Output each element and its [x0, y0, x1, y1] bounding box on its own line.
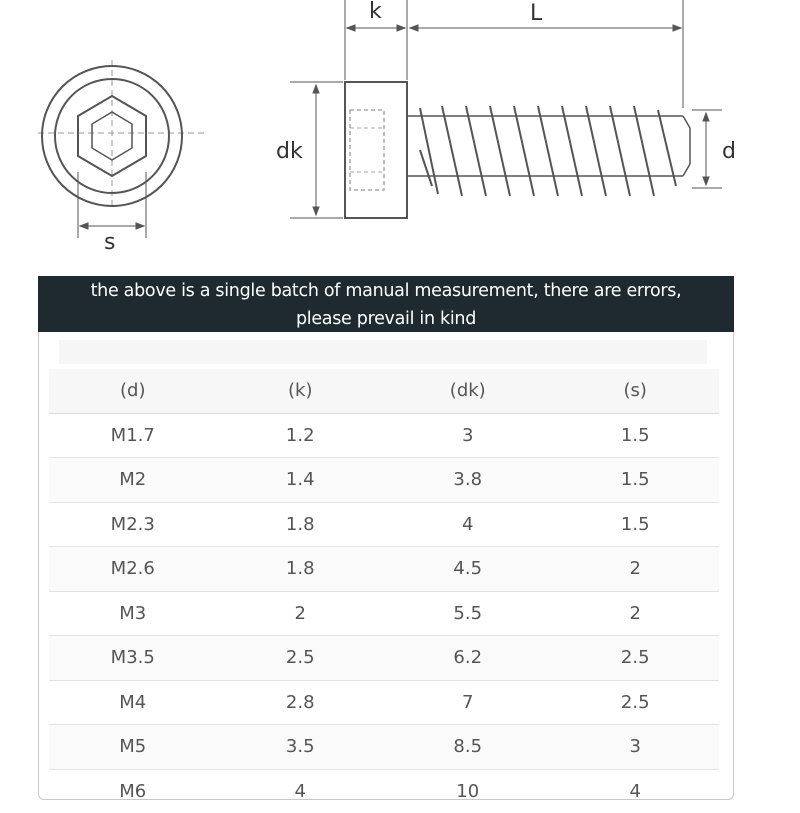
- cell-k: 4: [217, 781, 385, 802]
- label-L: L: [530, 1, 543, 26]
- cell-k: 3.5: [217, 736, 385, 757]
- table-row: [49, 458, 719, 503]
- cell-dk: 6.2: [384, 647, 552, 668]
- cell-k: 2: [217, 603, 385, 624]
- cell-k: 1.8: [217, 558, 385, 579]
- cell-dk: 10: [384, 781, 552, 802]
- banner-line-2: please prevail in kind: [38, 305, 734, 333]
- cell-s: 2.5: [552, 692, 720, 713]
- head-top-view: [38, 60, 208, 238]
- screw-diagram: [0, 0, 800, 270]
- header-dk: (dk): [384, 380, 552, 401]
- cell-k: 1.4: [217, 469, 385, 490]
- cell-k: 2.5: [217, 647, 385, 668]
- measurement-note-banner: [38, 276, 734, 332]
- cell-dk: 5.5: [384, 603, 552, 624]
- cell-s: 3: [552, 736, 720, 757]
- size-table-grid: [49, 369, 719, 813]
- cell-d: M4: [49, 692, 217, 713]
- cell-dk: 3.8: [384, 469, 552, 490]
- header-d: (d): [49, 380, 217, 401]
- table-row: [49, 414, 719, 459]
- cell-dk: 4: [384, 514, 552, 535]
- table-top-strip: [59, 340, 707, 364]
- header-k: (k): [217, 380, 385, 401]
- table-row: [49, 681, 719, 726]
- cell-s: 4: [552, 781, 720, 802]
- table-row: [49, 636, 719, 681]
- header-s: (s): [552, 380, 720, 401]
- table-row: [49, 770, 719, 813]
- cell-k: 1.8: [217, 514, 385, 535]
- cell-s: 2: [552, 558, 720, 579]
- size-table: [38, 332, 734, 800]
- screw-side-view: [290, 0, 722, 218]
- table-row: [49, 592, 719, 637]
- cell-s: 2: [552, 603, 720, 624]
- label-k: k: [369, 0, 382, 24]
- cell-k: 1.2: [217, 425, 385, 446]
- cell-k: 2.8: [217, 692, 385, 713]
- table-header-row: [49, 369, 719, 414]
- cell-d: M3.5: [49, 647, 217, 668]
- cell-dk: 8.5: [384, 736, 552, 757]
- table-row: [49, 725, 719, 770]
- label-s: s: [104, 230, 115, 255]
- cell-dk: 4.5: [384, 558, 552, 579]
- cell-d: M5: [49, 736, 217, 757]
- banner-line-1: the above is a single batch of manual measurement, there are errors,: [38, 277, 734, 305]
- cell-d: M2: [49, 469, 217, 490]
- label-d: d: [722, 139, 736, 164]
- cell-dk: 3: [384, 425, 552, 446]
- cell-s: 1.5: [552, 469, 720, 490]
- label-dk: dk: [276, 139, 303, 164]
- cell-d: M2.3: [49, 514, 217, 535]
- cell-dk: 7: [384, 692, 552, 713]
- cell-d: M6: [49, 781, 217, 802]
- table-row: [49, 503, 719, 548]
- cell-s: 1.5: [552, 514, 720, 535]
- cell-s: 1.5: [552, 425, 720, 446]
- table-row: [49, 547, 719, 592]
- cell-d: M1.7: [49, 425, 217, 446]
- cell-s: 2.5: [552, 647, 720, 668]
- cell-d: M2.6: [49, 558, 217, 579]
- cell-d: M3: [49, 603, 217, 624]
